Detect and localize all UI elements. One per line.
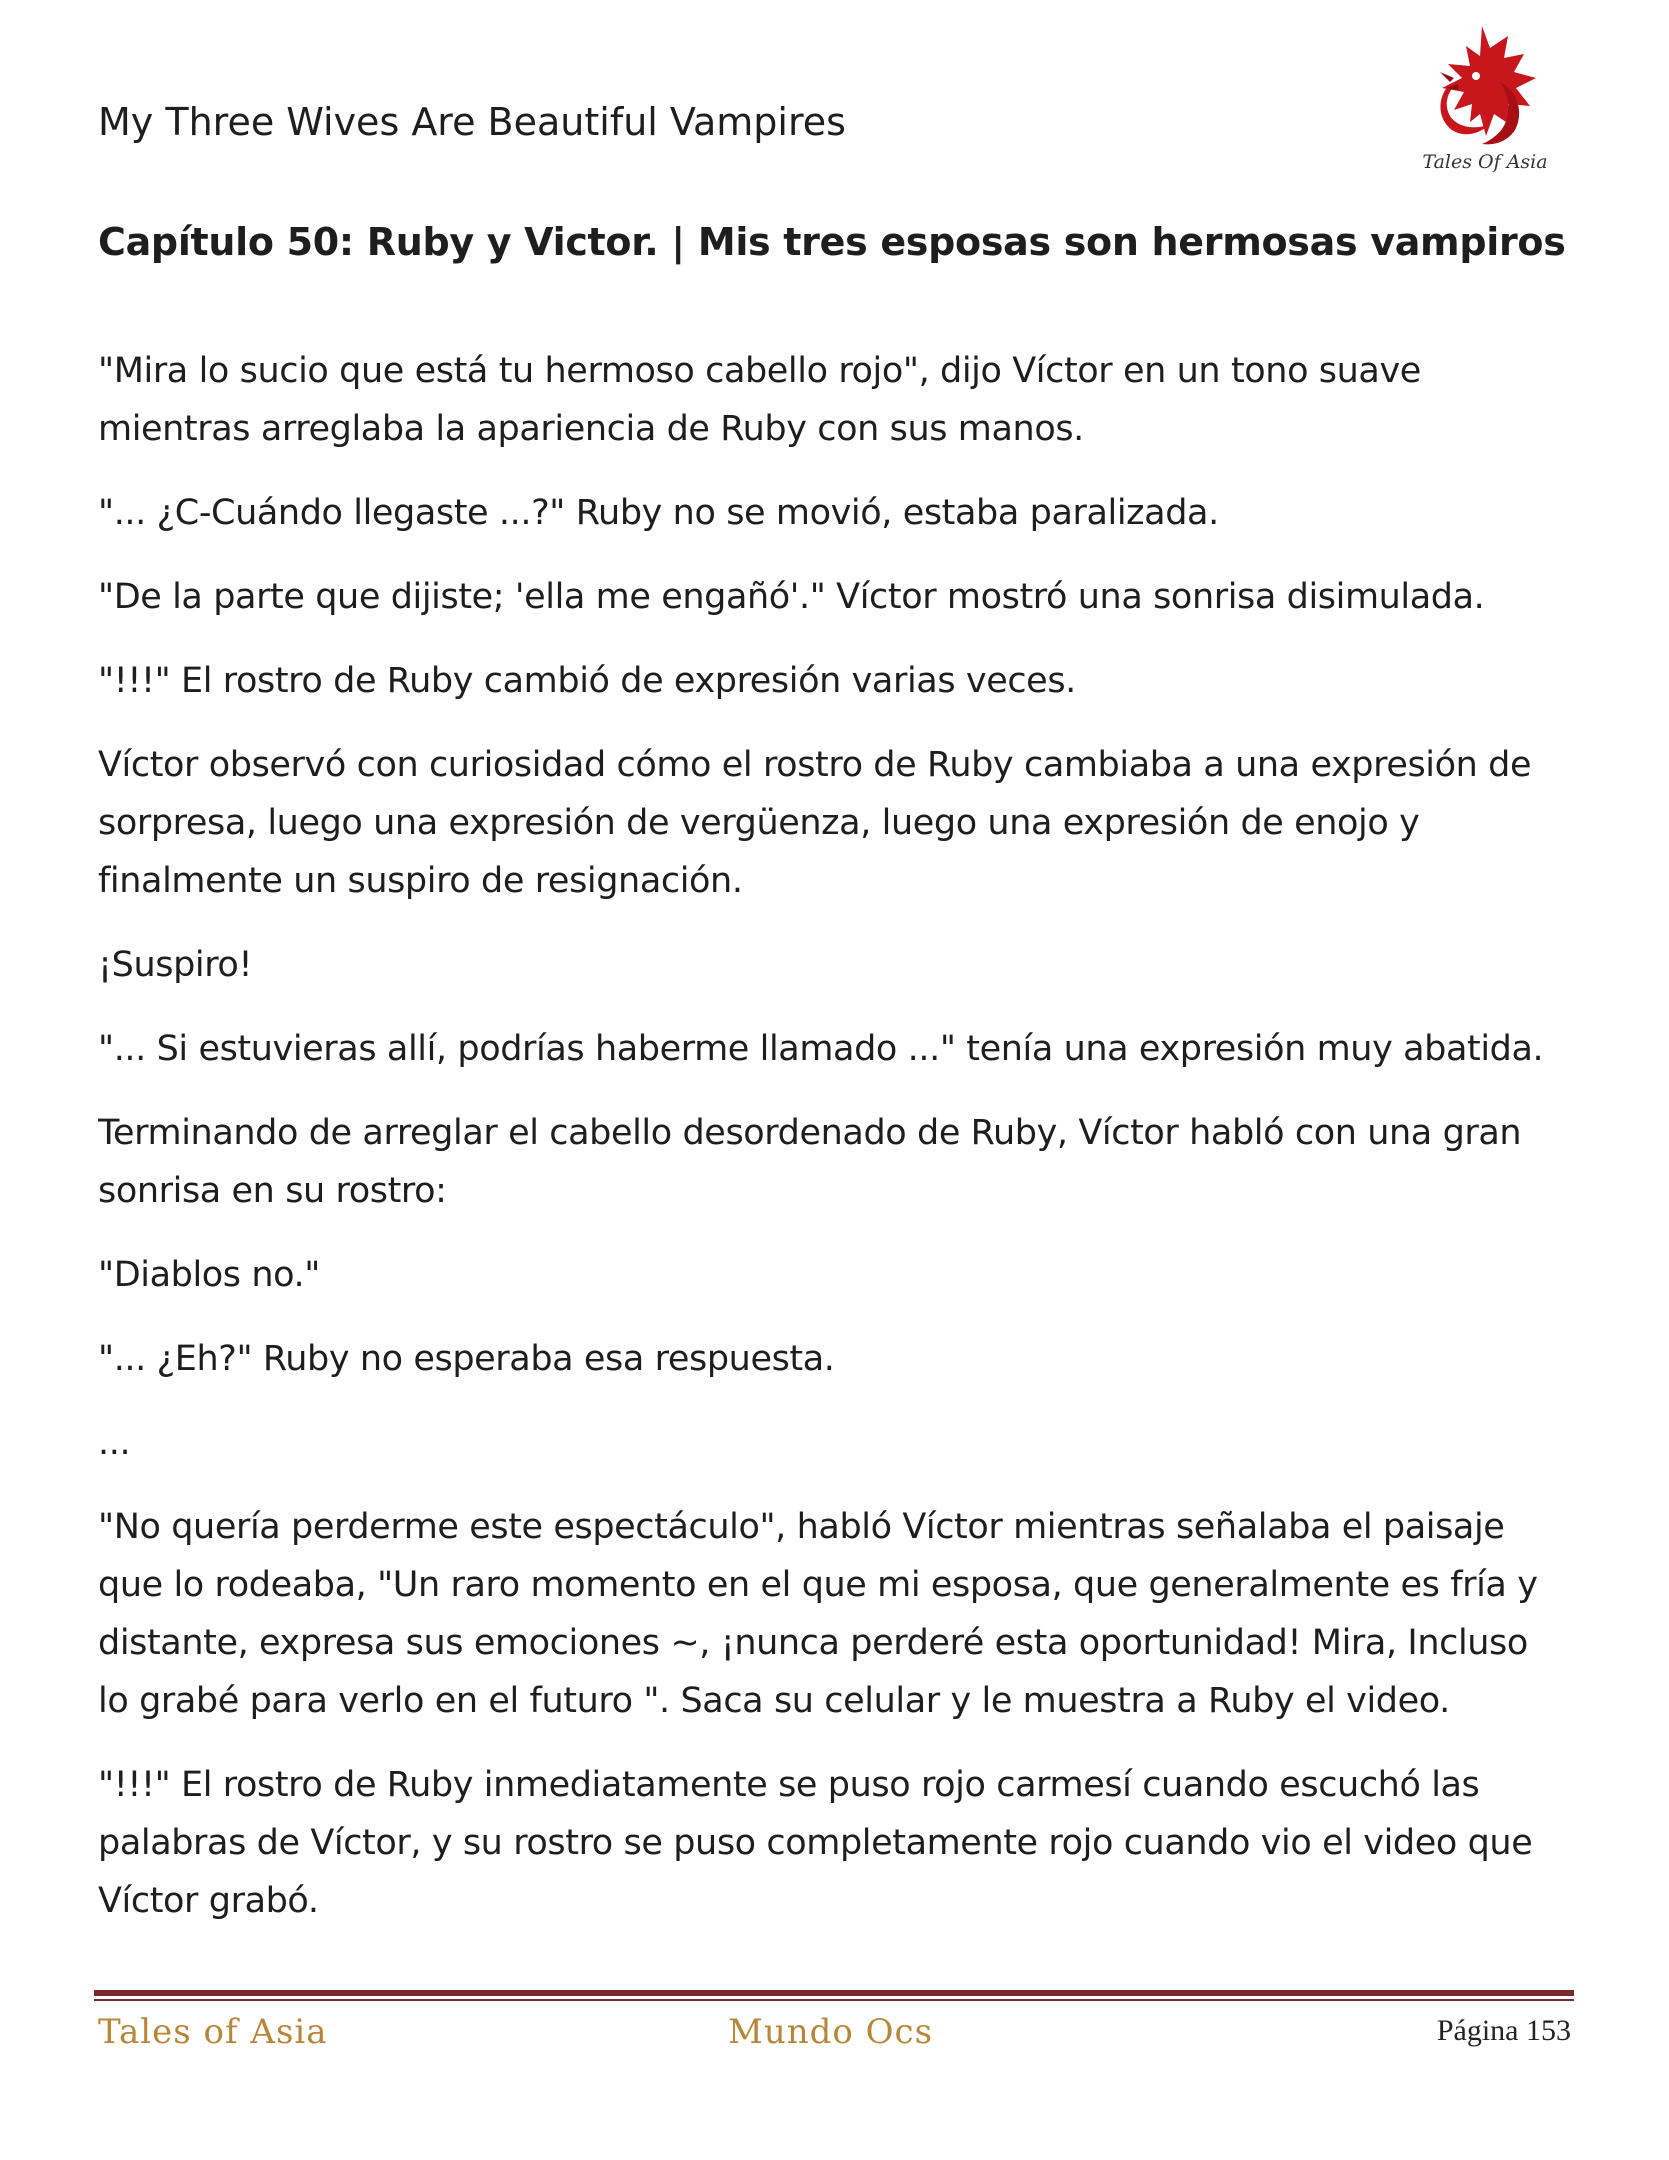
- paragraph: ...: [98, 1423, 131, 1463]
- chapter-body: [98, 342, 1568, 1956]
- paragraph: "... ¿C-Cuándo llegaste ...?" Ruby no se movió, estaba paralizada.: [98, 493, 1219, 533]
- footer-divider: [94, 1990, 1574, 2001]
- paragraph: "De la parte que dijiste; 'ella me engañó'." Víctor mostró una sonrisa disimulada.: [98, 577, 1485, 617]
- paragraph: "!!!" El rostro de Ruby inmediatamente se puso rojo carmesí cuando escuchó las palabras de Víctor, y su rostro se puso completamente rojo cuando vio el video que Víctor grabó.: [98, 1765, 1533, 1921]
- chapter-title: Capítulo 50: Ruby y Victor. | Mis tres esposas son hermosas vampiros: [98, 220, 1566, 264]
- book-title: My Three Wives Are Beautiful Vampires: [98, 100, 846, 144]
- paragraph: "Diablos no.": [98, 1255, 320, 1295]
- paragraph: Víctor observó con curiosidad cómo el rostro de Ruby cambiaba a una expresión de sorpresa, luego una expresión de vergüenza, luego una expresión de enojo y finalmente un suspiro de resignación.: [98, 745, 1532, 901]
- paragraph: "Mira lo sucio que está tu hermoso cabello rojo", dijo Víctor en un tono suave mientras arreglaba la apariencia de Ruby con sus manos.: [98, 351, 1421, 449]
- footer-center-text: Mundo Ocs: [728, 2012, 934, 2052]
- paragraph: "!!!" El rostro de Ruby cambió de expresión varias veces.: [98, 661, 1076, 701]
- paragraph: ¡Suspiro!: [98, 945, 253, 985]
- paragraph: Terminando de arreglar el cabello desordenado de Ruby, Víctor habló con una gran sonrisa en su rostro:: [98, 1113, 1522, 1211]
- tales-of-asia-logo: [1420, 18, 1550, 178]
- paragraph: "No quería perderme este espectáculo", habló Víctor mientras señalaba el paisaje que lo rodeaba, "Un raro momento en el que mi esposa, que generalmente es fría y distante, expresa sus emociones ~, ¡nunca perderé esta oportunidad! Mira, Incluso lo grabé para verlo en el futuro ". Saca su celular y le muestra a Ruby el video.: [98, 1507, 1538, 1721]
- paragraph: "... ¿Eh?" Ruby no esperaba esa respuesta.: [98, 1339, 835, 1379]
- dragon-logo-icon: [1420, 18, 1550, 178]
- footer-site-name: Tales of Asia: [98, 2012, 328, 2052]
- logo-text: Tales Of Asia: [1422, 151, 1548, 173]
- paragraph: "... Si estuvieras allí, podrías haberme llamado ..." tenía una expresión muy abatida.: [98, 1029, 1544, 1069]
- page-number: Página 153: [1436, 2014, 1571, 2047]
